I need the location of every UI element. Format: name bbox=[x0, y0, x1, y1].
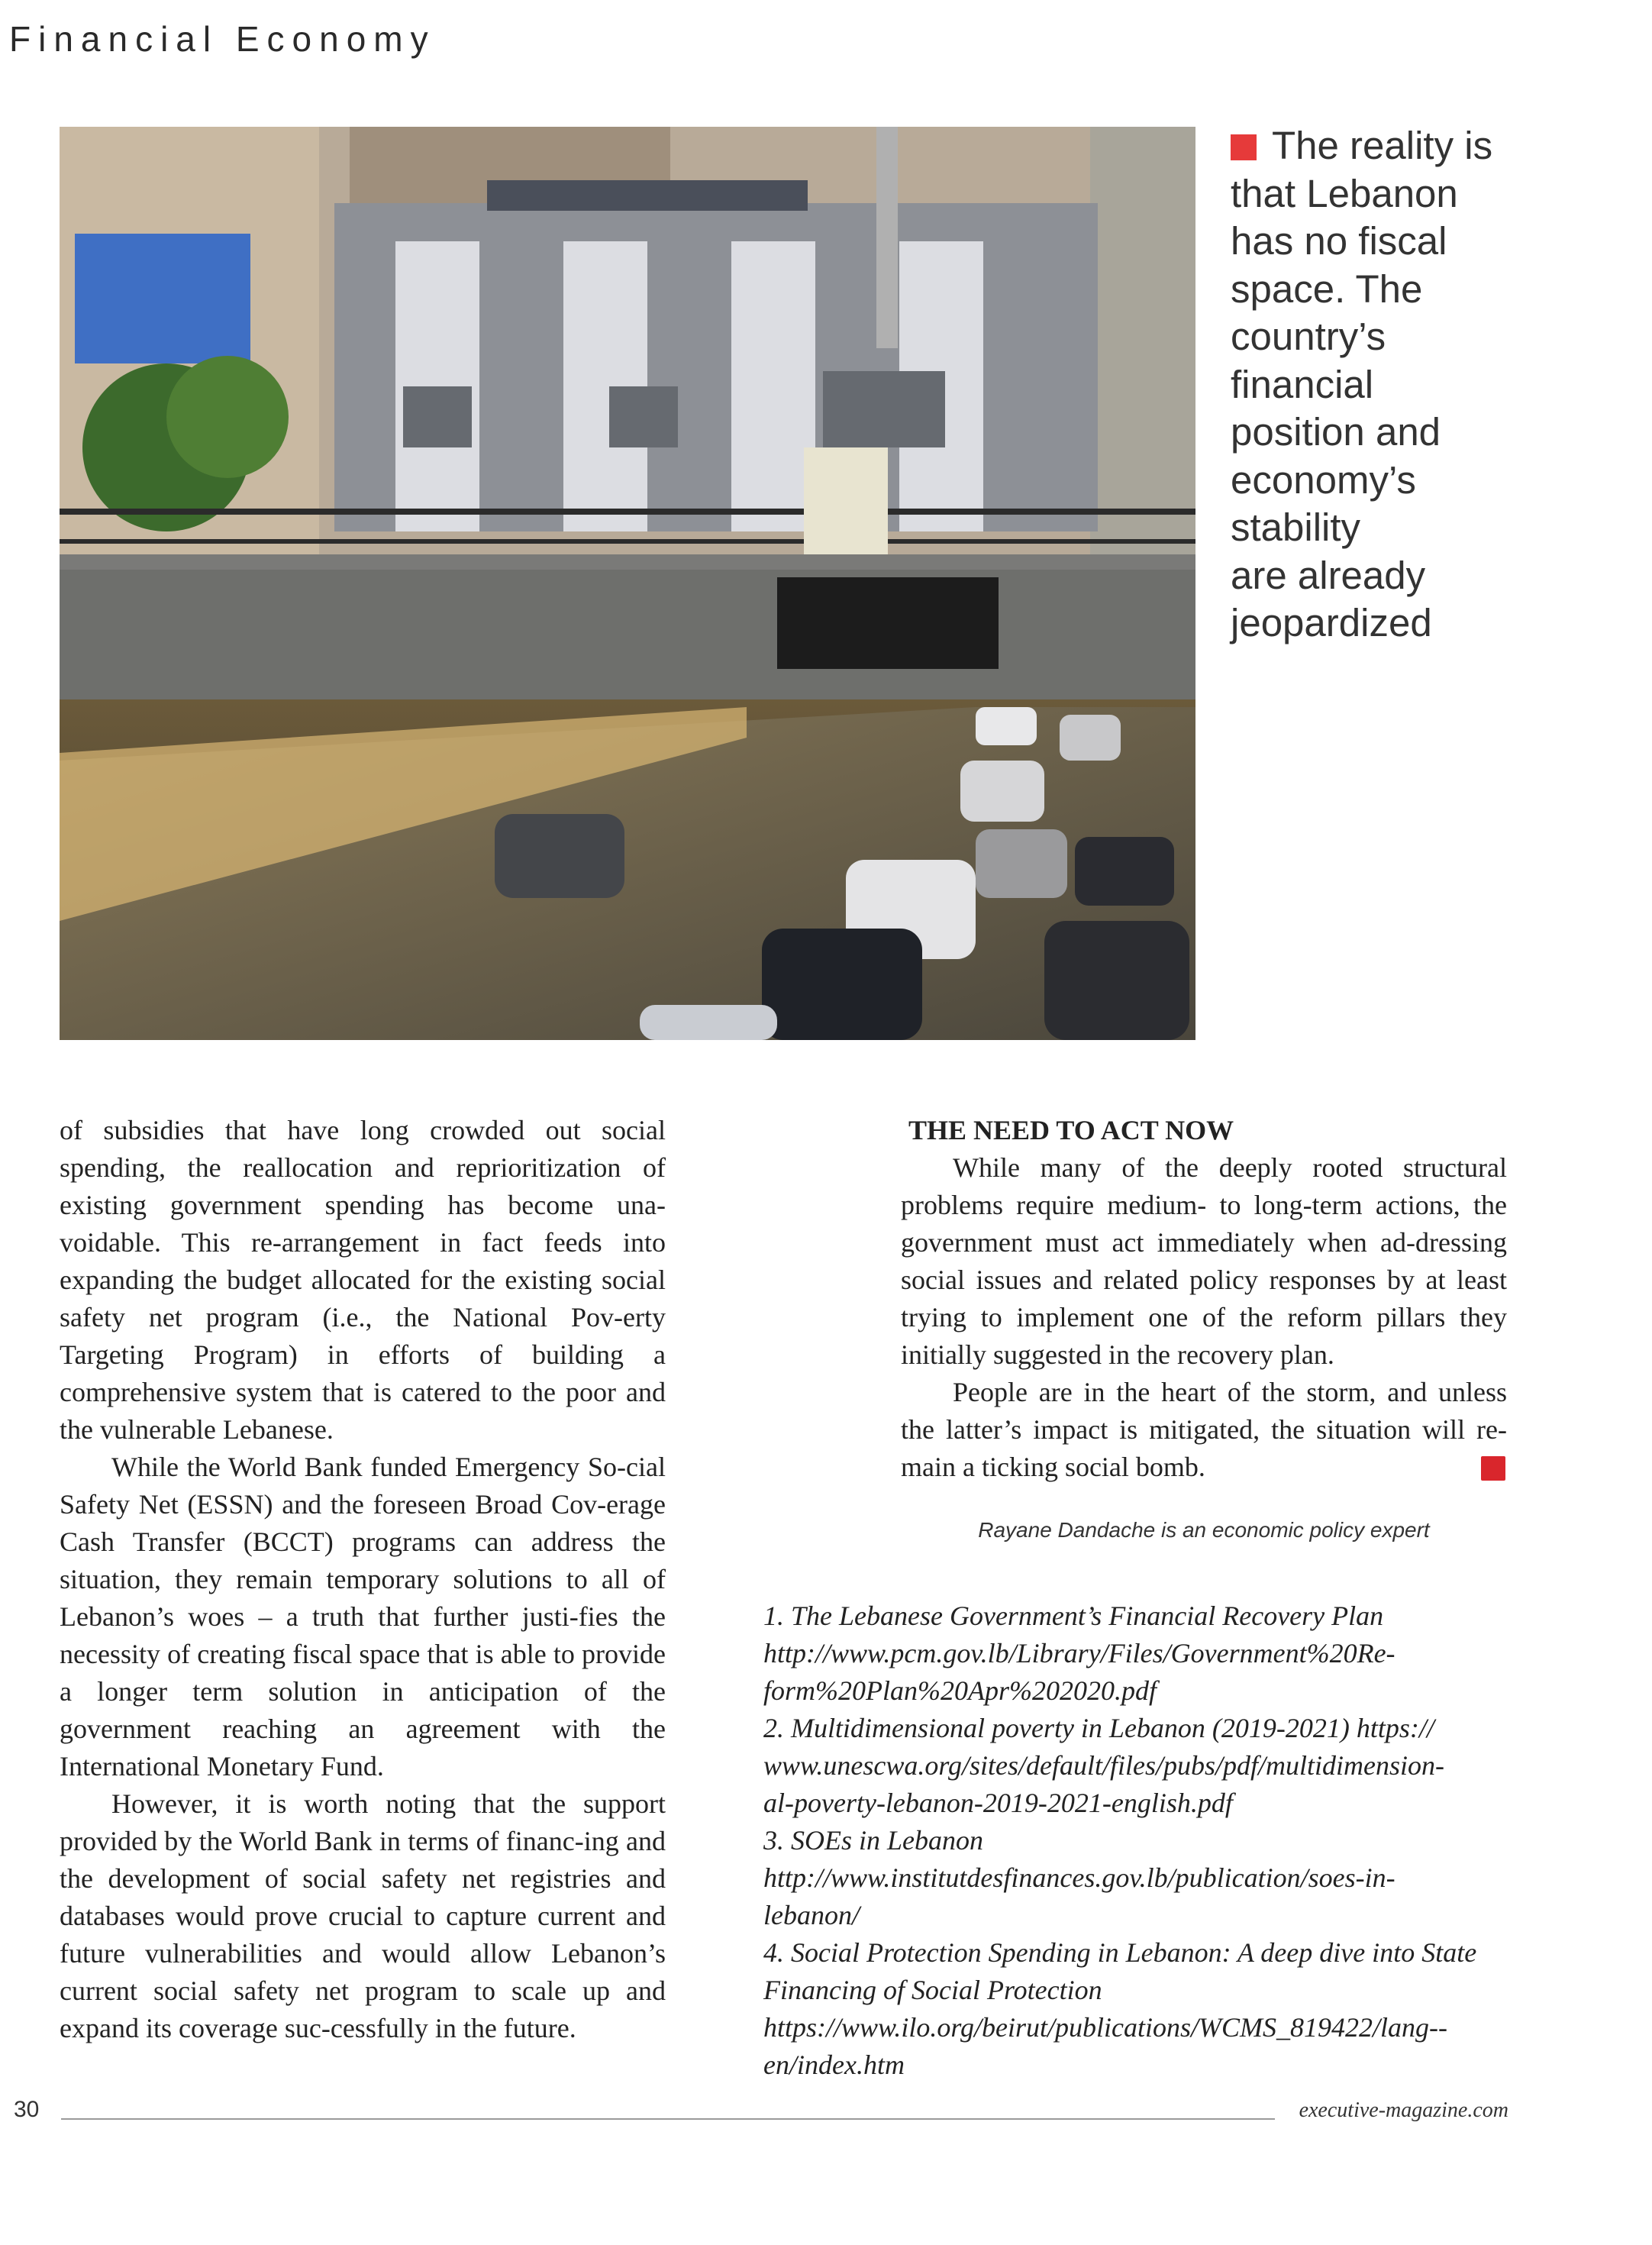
pull-quote-line: country’s bbox=[1231, 315, 1386, 358]
reference-line: 3. SOEs in Lebanon bbox=[763, 1825, 983, 1856]
article-photo bbox=[60, 127, 1195, 1040]
section-heading: THE NEED TO ACT NOW bbox=[908, 1115, 1234, 1145]
right-column bbox=[901, 1112, 1546, 1486]
pull-quote-line: jeopardized bbox=[1231, 601, 1432, 644]
reference-line[interactable]: form%20Plan%20Apr%202020.pdf bbox=[763, 1675, 1157, 1706]
paragraph: While the World Bank funded Emergency So-cial Safety Net (ESSN) and the foreseen Broad Cov-erage Cash Transfer (BCCT) programs can address the situation, they remain temporary solutions to all of Lebanon’s woes – a truth that further justi-fies the necessity of creating fiscal space that is able to provide a longer term solution in anticipation of the government reaching an agreement with the International Monetary Fund. bbox=[60, 1452, 666, 1781]
left-column bbox=[60, 1112, 666, 2047]
author-note: Rayane Dandache is an economic policy expert bbox=[978, 1518, 1430, 1542]
reference-line: 1. The Lebanese Government’s Financial Recovery Plan bbox=[763, 1601, 1384, 1631]
reference-line[interactable]: http://www.institutdesfinances.gov.lb/publication/soes-in- bbox=[763, 1862, 1395, 1893]
reference-line[interactable]: lebanon/ bbox=[763, 1900, 860, 1930]
pull-quote-line: has no fiscal bbox=[1231, 219, 1447, 263]
pull-quote-line: economy’s bbox=[1231, 457, 1416, 502]
page-number: 30 bbox=[14, 2097, 40, 2122]
paragraph: While many of the deeply rooted structural problems require medium- to long-term actions, the government must act immediately when ad-dressing social issues and related policy responses by at least trying to implement one of the reform pillars they initially suggested in the recovery plan. bbox=[901, 1152, 1507, 1370]
pull-quote-line: space. The bbox=[1231, 266, 1423, 311]
pull-quote-line: The reality is bbox=[1272, 124, 1493, 167]
reference-line: 4. Social Protection Spending in Lebanon: A deep dive into State bbox=[763, 1937, 1477, 1968]
paragraph: of subsidies that have long crowded out social spending, the reallocation and reprioritization of existing government spending has become una-voidable. This re-arrangement in fact feeds into expanding the budget allocated for the existing social safety net program (i.e., the National Pov-erty Targeting Program) in efforts of building a comprehensive system that is catered to the poor and the vulnerable Lebanese. bbox=[60, 1115, 666, 1445]
photo-illustration bbox=[60, 127, 1195, 1040]
pull-quote-line: are already bbox=[1231, 553, 1426, 597]
reference-line[interactable]: https://www.ilo.org/beirut/publications/WCMS_819422/lang-- bbox=[763, 2012, 1448, 2043]
reference-line[interactable]: en/index.htm bbox=[763, 2050, 905, 2080]
pull-quote bbox=[1231, 122, 1559, 648]
end-of-article-mark: E bbox=[1481, 1456, 1505, 1481]
reference-line[interactable]: al-poverty-lebanon-2019-2021-english.pdf bbox=[763, 1788, 1233, 1818]
pull-quote-line: position and bbox=[1231, 410, 1441, 454]
paragraph-text: People are in the heart of the storm, and unless the latter’s impact is mitigated, the situation will re-main a ticking social bomb. bbox=[901, 1377, 1507, 1482]
pull-quote-line: that Lebanon bbox=[1231, 171, 1458, 215]
reference-line[interactable]: 2. Multidimensional poverty in Lebanon (2019-2021) https:// bbox=[763, 1713, 1434, 1743]
paragraph: However, it is worth noting that the support provided by the World Bank in terms of financ-ing and the development of social safety net registries and databases would prove crucial to capture current and future vulnerabilities and would allow Lebanon’s current social safety net program to scale up and expand its coverage suc-cessfully in the future. bbox=[60, 1788, 666, 2043]
reference-line: Financing of Social Protection bbox=[763, 1975, 1102, 2005]
reference-line[interactable]: www.unescwa.org/sites/default/files/pubs/pdf/multidimension- bbox=[763, 1750, 1445, 1781]
pull-quote-line: stability bbox=[1231, 506, 1361, 549]
footer-rule bbox=[61, 2118, 1275, 2120]
references bbox=[763, 1597, 1507, 2084]
reference-line[interactable]: http://www.pcm.gov.lb/Library/Files/Government%20Re- bbox=[763, 1638, 1395, 1668]
paragraph bbox=[901, 1374, 1546, 1486]
pull-quote-marker bbox=[1231, 134, 1257, 160]
pull-quote-line: financial bbox=[1231, 362, 1374, 406]
section-label: Financial Economy bbox=[9, 19, 436, 59]
site-url: executive-magazine.com bbox=[1299, 2098, 1508, 2122]
